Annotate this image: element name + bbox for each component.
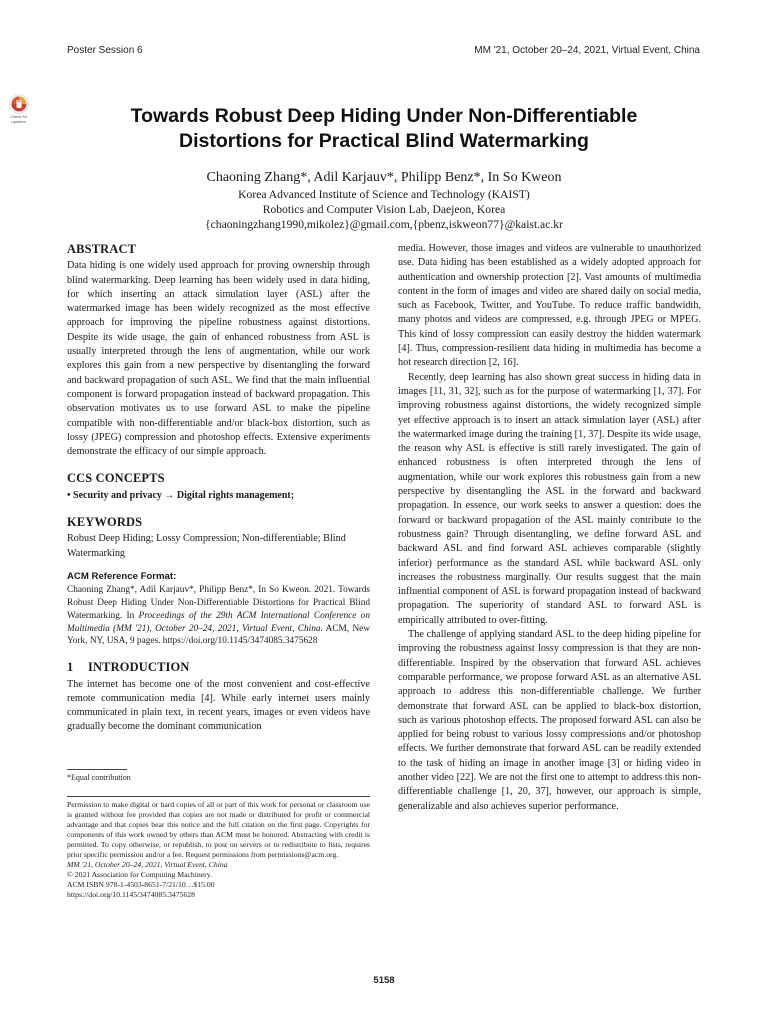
acm-reference-proceedings: Proceedings of the 29th ACM International Conference on Multimedia (MM '21), October 20–24, 2021, Virtual Event, China. <box>67 610 370 634</box>
permission-venue: MM '21, October 20–24, 2021, Virtual Event, China <box>67 860 228 869</box>
equal-contribution-footnote: *Equal contribution <box>67 773 131 782</box>
permission-text: Permission to make digital or hard copies of all or part of this work for personal or classroom use is granted without fee provided that copies are not made or distributed for profit or commercial advantage and that copies bear this notice and the full citation on the first page. Copyrights for components of this work owned by others than ACM must be honored. Abstracting with credit is permitted. To copy otherwise, or republish, to post on servers or to redistribute to lists, requires prior specific permission and/or a fee. Request permissions from permissions@acm.org. <box>67 800 370 859</box>
section-title: INTRODUCTION <box>88 660 190 675</box>
permission-block <box>67 800 370 900</box>
paper-title <box>90 104 678 154</box>
running-header-left: Poster Session 6 <box>67 45 143 56</box>
affiliation-1: Korea Advanced Institute of Science and Technology (KAIST) <box>238 188 530 201</box>
abstract-heading: ABSTRACT <box>67 242 137 256</box>
left-column <box>67 242 370 735</box>
permission-copyright: © 2021 Association for Computing Machinery. <box>67 870 212 879</box>
acm-reference-tail: ACM, New York, NY, USA, 9 pages. https://doi.org/10.1145/3474085.3475628 <box>67 623 371 647</box>
title-line-2: Distortions for Practical Blind Watermarking <box>179 130 589 152</box>
ccs-body: • Security and privacy → Digital rights management; <box>67 489 295 501</box>
introduction-paragraph-4: The challenge of applying standard ASL to the deep hiding pipeline for improving the robustness against lossy compression is that they are non-differentiable. Inspired by the observation that forward ASL achieves comparable performance, we propose forward ASL as an alternative ASL approach to address this non-differentiable challenge. We further demonstrate that forward ASL can be applied to black-box distortion, such as various photoshop effects. The proposed forward ASL can also be applied for being robust to various lossy compressions and/or photoshop effects. We further demonstrate that forward ASL can be readily extended to the task of hiding an image in another image [3] or hiding video in another video [22]. We are not the first one to attempt to address this non-differentiable challenge [1, 20, 37], however, our approach is simple, generalizable and also achieves superior performance. <box>398 629 701 812</box>
permission-isbn: ACM ISBN 978-1-4503-8651-7/21/10…$15.00 <box>67 880 215 889</box>
introduction-heading <box>67 660 370 674</box>
abstract-body: Data hiding is one widely used approach for proving ownership through blind watermarking. Deep learning has been widely used in data hiding, for which inserting an attack simulation layer (ASL) after the watermarked image has been widely recognized as the most effective approach for improving the pipeline robustness against distortions. Despite its wide usage, the gain of enhanced robustness from ASL is usually interpreted through the lens of augmentation, while our work explores this gain from a new perspective by disentangling the forward and backward propagation of such ASL. We find that the main influential component is forward propagation instead of backward propagation. This observation motivates us to use forward ASL to make the pipeline compatible with non-differentiable and/or black-box distortion, such as lossy (JPEG) compression and photoshop effects. Extensive experiments demonstrate the efficacy of our simple approach. <box>67 260 370 458</box>
introduction-paragraph-3: Recently, deep learning has also shown great success in hiding data in images [11, 31, 32], such as for the purpose of watermarking [1, 37]. For improving robustness against distortions, the widely recognized simple yet effective approach is to insert an attack simulation layer (ASL) after the watermarked image during the training [1, 37]. Despite its wide usage, the reason why ASL is effective is still rarely investigated. The gain of enhanced robustness is often interpreted through the lens of augmentation, while our work explores this robustness gain from a new perspective by disentangling the ASL in the forward and backward propagation. In essence, our work seeks to answer a question: does the forward or backward propagation of the ASL mainly contribute to the robustness gain? Through disentangling, we define forward ASL and backward ASL and find forward ASL achieves comparable (slightly inferior) performance as the standard ASL while backward ASL only increases the robustness marginally. Our results suggest that the main influential component of ASL is forward propagation instead of backward propagation. The superiority of standard ASL to forward ASL is empirically attributed to over-fitting. <box>398 371 701 626</box>
title-line-1: Towards Robust Deep Hiding Under Non-Differentiable <box>130 105 638 127</box>
acm-reference-body <box>67 584 370 648</box>
introduction-paragraph-2: media. However, those images and videos are vulnerable to unauthorized use. Data hiding has been established as a widely adopted approach for authentication and ownership protection [2]. Vast amounts of multimedia content in the form of images and video are shared daily on social media, such as Facebook, Twitter, and YouTube. To reduce traffic bandwidth, many photos and videos are compressed, e.g. through JPEG or MPEG. This kind of lossy compression can easily destroy the hidden watermark [4]. Thus, compression-resilient data hiding in multimedia has become a hot research direction [2, 16]. <box>398 243 701 369</box>
author-emails: {chaoningzhang1990,mikolez}@gmail.com,{pbenz,iskweon77}@kaist.ac.kr <box>205 218 563 231</box>
check-for-updates-icon <box>9 94 29 114</box>
section-number: 1 <box>67 660 74 675</box>
permission-rule <box>67 796 370 797</box>
acm-reference-authors: Chaoning Zhang*, Adil Karjauv*, Philipp Benz*, In So Kweon. 2021. Towards Robust Deep Hiding Under Non-Differentiable Distortions for Practical Blind Watermarking. In <box>67 585 370 621</box>
right-column <box>398 242 701 814</box>
page-number: 5158 <box>373 975 395 986</box>
author-names: Chaoning Zhang*, Adil Karjauv*, Philipp Benz*, In So Kweon <box>206 170 562 185</box>
keywords-body: Robust Deep Hiding; Lossy Compression; Non-differentiable; Blind Watermarking <box>67 533 346 559</box>
author-block <box>84 169 684 232</box>
check-for-updates-badge[interactable] <box>6 94 31 124</box>
running-header-right: MM '21, October 20–24, 2021, Virtual Event, China <box>474 45 700 56</box>
footnote-rule <box>67 769 127 770</box>
badge-label: Check for updates <box>9 114 28 124</box>
acm-reference-heading: ACM Reference Format: <box>67 570 177 582</box>
introduction-paragraph-1: The internet has become one of the most convenient and cost-effective remote communication media [4]. While early internet users mainly communicated in plain text, in recent years, images or even videos have gradually become the dominant communication <box>67 678 370 733</box>
keywords-heading: KEYWORDS <box>67 515 143 530</box>
permission-doi[interactable]: https://doi.org/10.1145/3474085.3475628 <box>67 890 195 899</box>
affiliation-2: Robotics and Computer Vision Lab, Daejeon, Korea <box>262 203 506 216</box>
ccs-heading: CCS CONCEPTS <box>67 471 165 486</box>
